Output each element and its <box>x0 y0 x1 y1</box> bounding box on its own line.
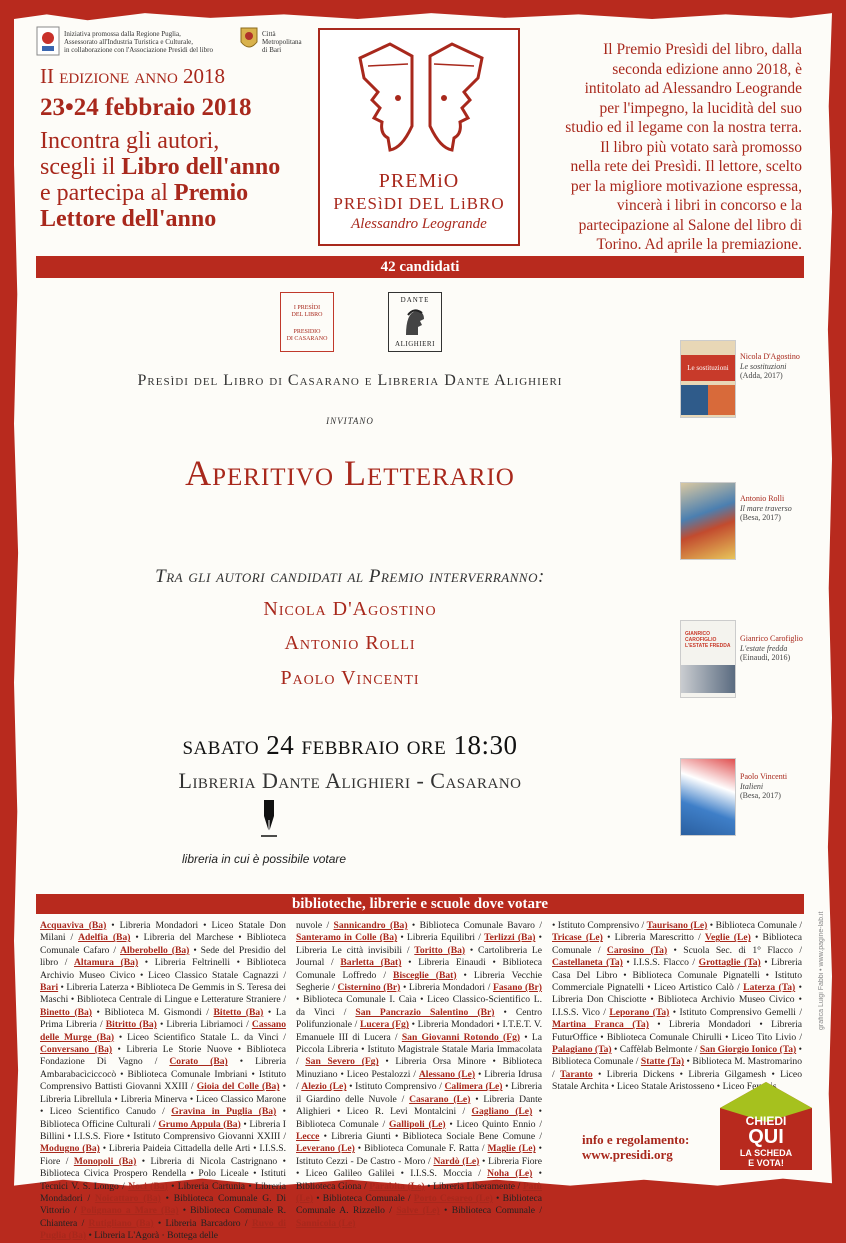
venue-town: Gallipoli (Le) <box>388 1118 446 1130</box>
venue-town: Binetto (Ba) <box>40 1006 92 1018</box>
venue-text: • Biblioteca Comunale F. Ratta / <box>354 1143 488 1155</box>
premio-dedication: Alessandro Leogrande <box>351 216 487 232</box>
venue-text: • Libreria I Billini • I.I.S.S. Fiore • Istituto Comprensivo Giovanni XXIII / <box>40 1118 286 1142</box>
intro-line: per l'impegno, la lucidità del suo <box>599 99 802 117</box>
venue-town: Santeramo in Colle (Ba) <box>296 932 398 944</box>
venue-town: Grumo Appula (Ba) <box>158 1118 241 1130</box>
venue-town: San Giorgio Ionico (Ta) <box>699 1044 797 1056</box>
venue-town: Carosino (Ta) <box>606 944 668 956</box>
venue-text: • Liceo Scientifico Statale L. da Vinci / <box>114 1031 286 1043</box>
intro-line: vincerà i libri in concorso e la <box>616 197 802 214</box>
venue-text: • Libreria Fiore • Liceo Galileo Galilei • I.I.S.S. Moccia / <box>296 1155 543 1180</box>
venue-text: • Libreria L'Agorà · Bottega delle <box>86 1230 218 1242</box>
venue-town: Monopoli (Ba) <box>73 1155 137 1167</box>
venue-town: Laterza (Ta) <box>743 982 796 994</box>
intro-line: nella rete dei Presìdi. Il lettore, scelto <box>570 158 802 175</box>
city-line: Città <box>262 30 276 38</box>
venue-town: Alessano (Le) <box>418 1068 476 1080</box>
venue-town: Martina Franca (Ta) <box>552 1019 649 1031</box>
venue-text: • Libreria Don Chisciotte • Biblioteca Archivio Museo Civico • I.I.S.S. Vico / <box>552 982 802 1018</box>
event-dates: 23•24 febbraio 2018 <box>40 94 252 121</box>
venue-town: Fasano (Br) <box>493 982 543 994</box>
venue-text: • Biblioteca Comunale / <box>552 932 802 956</box>
venue-town: Bari <box>40 982 59 994</box>
venue-town: Gioia del Colle (Ba) <box>196 1081 280 1093</box>
venue-town: Casarano (Le) <box>409 1093 471 1105</box>
venue-town: Conversano (Ba) <box>40 1044 113 1056</box>
venue-town: Altamura (Ba) <box>73 957 139 969</box>
venue-town: Modugno (Ba) <box>40 1143 100 1155</box>
dante-portrait-icon <box>400 305 430 339</box>
venue-text: • Centro Polifunzionale / <box>296 1006 542 1031</box>
venue-town: Cassano delle Murge (Ba) <box>40 1019 287 1043</box>
speaker-name: Paolo Vincenti <box>280 667 420 689</box>
venues-column-2 <box>296 920 542 1230</box>
venue-town: Sannicandro (Ba) <box>333 920 408 931</box>
venue-town: Bitritto (Ba) <box>105 1019 157 1031</box>
venue-text: • Biblioteca Comunale A. Rizzello / <box>296 1192 542 1217</box>
venue-text: • Libreria Laterza • Biblioteca De Gemmis in S. Teresa dei Maschi • Biblioteca Centrale di Lingue e Letterature Straniere / <box>40 982 286 1006</box>
venue-text: • Libreria Paideia Cittadella delle Arti • I.I.S.S. Fiore / <box>40 1143 287 1167</box>
metro-bari-crest-icon <box>238 24 260 56</box>
city-line: di Bari <box>262 46 282 54</box>
org-line: in collaborazione con l'Associazione Presìdi del libro <box>64 46 213 54</box>
venue-text: • Libreria Librellula • Libreria Minerva • Liceo Classico Marone • Liceo Scientifico Canudo / <box>40 1081 286 1118</box>
venue-town: Noicattaro (Ba) <box>94 1192 161 1204</box>
venue-town: San Severo (Fg) <box>305 1056 379 1068</box>
venue-text: • La Prima Libreria / <box>40 1006 286 1031</box>
venue-town: Barletta (Bat) <box>340 957 402 969</box>
venue-text: • Biblioteca Giona / <box>296 1168 542 1192</box>
tagline-line: Incontra gli autori, <box>40 128 220 154</box>
venue-text: • La Piccola Libreria • Istituto Magistrale Statale Maria Immacolata / <box>296 1031 542 1068</box>
intro-line: intitolato ad Alessandro Leogrande <box>584 80 802 97</box>
organizer-credits <box>64 30 234 54</box>
venue-text: • Biblioteca M. Gismondi / <box>91 1006 214 1018</box>
invite-label: invitano <box>326 412 374 427</box>
venue-text: • Biblioteca Comunale / <box>552 1044 802 1068</box>
venue-text: nuvole / <box>296 920 334 931</box>
venue-text: • Biblioteca M. Mastromarino / <box>552 1056 802 1080</box>
venue-text: • Liceo Quinto Ennio / <box>445 1118 542 1130</box>
venue-text: • Libreria Feltrinelli • Biblioteca Archivio Museo Civico • Liceo Classico Statale Cagnazzi / <box>40 957 286 981</box>
book-caption: Antonio Rolli Il mare traverso (Besa, 2017) <box>740 494 792 522</box>
venue-town: Nardò (Le) <box>433 1155 480 1167</box>
venue-text: • Libreria Mondadori • Libreria FuturOffice • Biblioteca Comunale Chirulli • Liceo Tito Livio / <box>552 1019 802 1043</box>
book-heads-icon <box>350 38 492 166</box>
venue-town: Grottaglie (Ta) <box>698 957 761 969</box>
venue-town: Polignano a Mare (Ba) <box>80 1205 179 1217</box>
event-title: Aperitivo Letterario <box>185 453 515 493</box>
intro-line: seconda edizione anno 2018, è <box>612 60 802 78</box>
premio-title-2: PRESìDI DEL LiBRO <box>333 194 505 213</box>
venue-text: • Libreria Marescritto / <box>602 932 705 944</box>
city-line: Metropolitana <box>262 38 302 46</box>
pen-nib-icon <box>261 800 277 840</box>
intro-line: partecipazione al Salone del libro di <box>578 216 802 234</box>
venue-town: Lucera (Fg) <box>359 1019 409 1031</box>
org-line: Iniziativa promossa dalla Regione Puglia, <box>64 30 181 38</box>
venue-text: • Biblioteca Comunale G. Di Vittorio / <box>40 1192 286 1217</box>
venue-text: • Libreria Dickens • Libreria Gilgamesh • Liceo Statale Archita • Liceo Statale Aristosseno • Liceo Ferraris <box>552 1068 802 1093</box>
regione-puglia-logo <box>36 26 60 56</box>
venue-town: Porto Cesareo (Le) <box>413 1192 493 1204</box>
tagline-line: Lettore dell'anno <box>40 206 217 232</box>
venue-text: • Istituto Comprensivo / <box>346 1081 445 1093</box>
venue-town: Tricase (Le) <box>552 932 603 944</box>
venue-town: Toritto (Ba) <box>414 944 466 956</box>
venue-text: • Libreria il Giardino delle Nuvole / <box>296 1081 542 1105</box>
premio-logo <box>318 28 520 246</box>
org-line: Assessorato all'Industria Turistica e Culturale, <box>64 38 193 46</box>
venue-text: • Libreria Le città invisibili / <box>296 932 542 956</box>
vote-badge: CHIEDI QUI LA SCHEDA E VOTA! <box>716 1078 816 1174</box>
venue-town: Alezio (Le) <box>301 1081 347 1093</box>
graphic-credit: grafica Luigi Fabbi • www.pagine-lab.it <box>818 911 825 1030</box>
venue-text: • Libreria Orsa Minore • Biblioteca Minuziano • Liceo Pestalozzi / <box>296 1056 542 1080</box>
venue-text: • Libreria del Marchese • Biblioteca Comunale Cafaro / <box>40 932 286 956</box>
premio-title-1: PREMiO <box>378 170 460 192</box>
intro-line: Il libro più votato sarà promosso <box>600 138 802 156</box>
venue-town: Veglie (Le) <box>704 932 751 944</box>
book-cover: Le sostituzioni <box>680 340 736 418</box>
venue-town: Sannicola (Le) <box>296 1217 356 1229</box>
venue-town: Ruvo di Puglia (Ba) <box>40 1217 286 1242</box>
venue-town: Castellaneta (Ta) <box>552 957 623 969</box>
venue-text: • Istituto Cezzi - De Castro - Moro / <box>296 1143 542 1167</box>
venue-text: • Istituto Comprensivo Gemelli / <box>669 1006 802 1018</box>
venue-town: Patù (Le) <box>296 1180 542 1204</box>
info-url[interactable]: www.presidi.org <box>582 1147 673 1162</box>
edition-label: II edizione anno 2018 <box>40 64 226 88</box>
tagline-line: scegli il Libro dell'anno <box>40 154 281 180</box>
info-block <box>582 1132 689 1162</box>
venue-town: Cisternino (Br) <box>337 982 401 994</box>
venue-town: Taurisano (Le) <box>646 920 708 931</box>
venue-text: • Libreria Barcadoro / <box>153 1217 252 1229</box>
book-caption: Nicola D'Agostino Le sostituzioni (Adda, 2017) <box>740 352 800 380</box>
venue-text: • Libreria Le Storie Nuove • Biblioteca Fondazione Di Vagno / <box>40 1044 286 1068</box>
venue-town: Alberobello (Ba) <box>120 944 190 956</box>
venue-town: Noci (Ba) <box>128 1180 168 1192</box>
book-caption: Gianrico Carofiglio L'estate fredda (Einaudi, 2016) <box>740 634 803 662</box>
venue-text: • Biblioteca Comunale Bavaro / <box>407 920 542 931</box>
venue-town: Leverano (Le) <box>296 1143 355 1155</box>
venue-town: Parabita (Le) <box>369 1180 425 1192</box>
venue-town: Terlizzi (Ba) <box>484 932 536 944</box>
book-cover <box>680 758 736 836</box>
venue-town: Statte (Ta) <box>640 1056 685 1068</box>
venue-town: Leporano (Ta) <box>609 1006 670 1018</box>
book-caption: Paolo Vincenti Italieni (Besa, 2017) <box>740 772 788 800</box>
venue-text: • Libreria Vecchie Segherie / <box>296 969 543 994</box>
venue-text: • Libreria Idrusa / <box>296 1068 542 1093</box>
venue-text: • Biblioteca Comunale / <box>313 1192 414 1204</box>
intro-line: Torino. Ad aprile la premiazione. <box>596 236 802 253</box>
venue-town: Calimera (Le) <box>444 1081 503 1093</box>
venue-text: • Biblioteca Comunale / <box>439 1205 542 1217</box>
venue-text: • Istituto Comprensivo / <box>552 920 647 931</box>
venue-text: • Biblioteca Officine Culturali / <box>40 1106 286 1130</box>
book-cover <box>680 482 736 560</box>
venue-text: • Libreria Liberamente / <box>424 1180 523 1192</box>
venue-text: • I.I.S.S. Flacco / <box>622 957 699 969</box>
venue-town: Taranto <box>560 1068 593 1080</box>
venue-town: Rutigliano (Ba) <box>88 1217 154 1229</box>
venue-text: • Libreria di Nicola Castrignano • Biblioteca Civica Prospero Rendella • Polo Liceale • Istituti Tecnici V. S. Longo / <box>40 1155 286 1192</box>
venues-band: biblioteche, librerie e scuole dove votare <box>36 894 804 914</box>
venue-town: Lecce <box>296 1130 320 1142</box>
intro-line: studio ed il legame con la nostra terra. <box>565 119 802 136</box>
venue-text: • Caffèlab Belmonte / <box>611 1044 700 1056</box>
venue-text: • Scuola Sec. di 1° Flacco / <box>667 944 802 956</box>
speakers-intro: Tra gli autori candidati al Premio interverranno: <box>155 566 545 587</box>
venue-town: Gravina in Puglia (Ba) <box>171 1106 277 1118</box>
speaker-name: Antonio Rolli <box>284 632 416 654</box>
venue-text: • Libreria Libriamoci / <box>156 1019 252 1031</box>
info-label: info e regolamento: <box>582 1132 690 1147</box>
venue-text: • Libreria Mondadori / <box>400 982 494 994</box>
speaker-name: Nicola D'Agostino <box>263 598 437 620</box>
venue-town: San Giovanni Rotondo (Fg) <box>401 1031 521 1043</box>
venue-text: • Libreria Giunti • Biblioteca Sociale Bene Comune / <box>319 1130 542 1142</box>
intro-line: Il Premio Presìdi del libro, dalla <box>603 41 802 58</box>
venue-text: • Cartolibreria Le Journal / <box>296 944 542 969</box>
presidio-casarano-logo: I PRESÌDI DEL LIBRO PRESIDIO DI CASARANO <box>280 292 334 352</box>
venues-column-3 <box>552 920 802 1094</box>
tagline-line: e partecipa al Premio <box>40 180 249 206</box>
city-credits <box>262 30 322 54</box>
venue-town: Acquaviva (Ba) <box>40 920 107 931</box>
event-organizers: Presìdi del Libro di Casarano e Libreria Dante Alighieri <box>137 372 563 389</box>
venue-text: • Libreria Equilibri / <box>397 932 485 944</box>
tagline <box>40 128 320 232</box>
venue-text: • Libreria Ambarabacìciccocò • Biblioteca Comunale Imbriani • Istituto Comprensivo Battisti Giovanni XXIII / <box>40 1056 286 1093</box>
venue-text: • Biblioteca Comunale R. Chiantera / <box>40 1205 286 1229</box>
venue-text: • Biblioteca Comunale I. Caìa • Liceo Classico-Scientifico L. da Vinci / <box>296 994 542 1018</box>
venue-town: Salve (Le) <box>396 1205 440 1217</box>
venue-text: • Biblioteca Comunale / <box>296 1106 542 1130</box>
venue-text: • Libreria Casa Del Libro • Biblioteca Comunale Pignatelli • Istituto Commerciale Pignatelli • Liceo Artistico Calò / <box>552 957 802 994</box>
venue-text: • Libreria Mondadori • I.T.E.T. V. Emanuele III di Lucera / <box>296 1019 542 1043</box>
venue-text: • Libreria Cartunia • Libreria Mondadori / <box>40 1180 286 1204</box>
venue-town: Adelfia (Ba) <box>78 932 131 944</box>
venues-column-1 <box>40 920 286 1243</box>
venue-text: • Biblioteca Comunale / <box>707 920 803 931</box>
event-venue: Libreria Dante Alighieri - Casarano <box>178 768 522 793</box>
venue-text: • Libreria Dante Alighieri • Liceo R. Levi Montalcini / <box>296 1093 543 1118</box>
venue-town: Maglie (Le) <box>487 1143 536 1155</box>
intro-paragraph <box>530 40 802 255</box>
vote-note: libreria in cui è possibile votare <box>182 852 347 866</box>
venue-text: • Sede del Presidio del libro / <box>40 944 286 969</box>
venue-text: • Libreria Einaudi • Biblioteca Comunale Loffredo / <box>296 957 542 981</box>
venue-text: • Libreria Mondadori • Liceo Statale Don Milani / <box>40 920 286 944</box>
venue-town: Bisceglie (Bat) <box>393 969 457 981</box>
venue-town: San Pancrazio Salentino (Br) <box>355 1006 495 1018</box>
book-cover: GIANRICO CAROFIGLIO L'ESTATE FREDDA <box>680 620 736 698</box>
venue-town: Noha (Le) <box>487 1168 533 1180</box>
dante-alighieri-logo: DANTE ALIGHIERI <box>388 292 442 352</box>
venue-town: Palagiano (Ta) <box>552 1044 612 1056</box>
venue-town: Gagliano (Le) <box>471 1106 533 1118</box>
candidates-band: 42 candidati <box>36 256 804 278</box>
venue-town: Bitetto (Ba) <box>213 1006 264 1018</box>
intro-line: per la migliore motivazione espressa, <box>570 177 802 195</box>
venue-town: Corato (Ba) <box>169 1056 228 1068</box>
event-datetime: sabato 24 febbraio ore 18:30 <box>182 730 518 760</box>
